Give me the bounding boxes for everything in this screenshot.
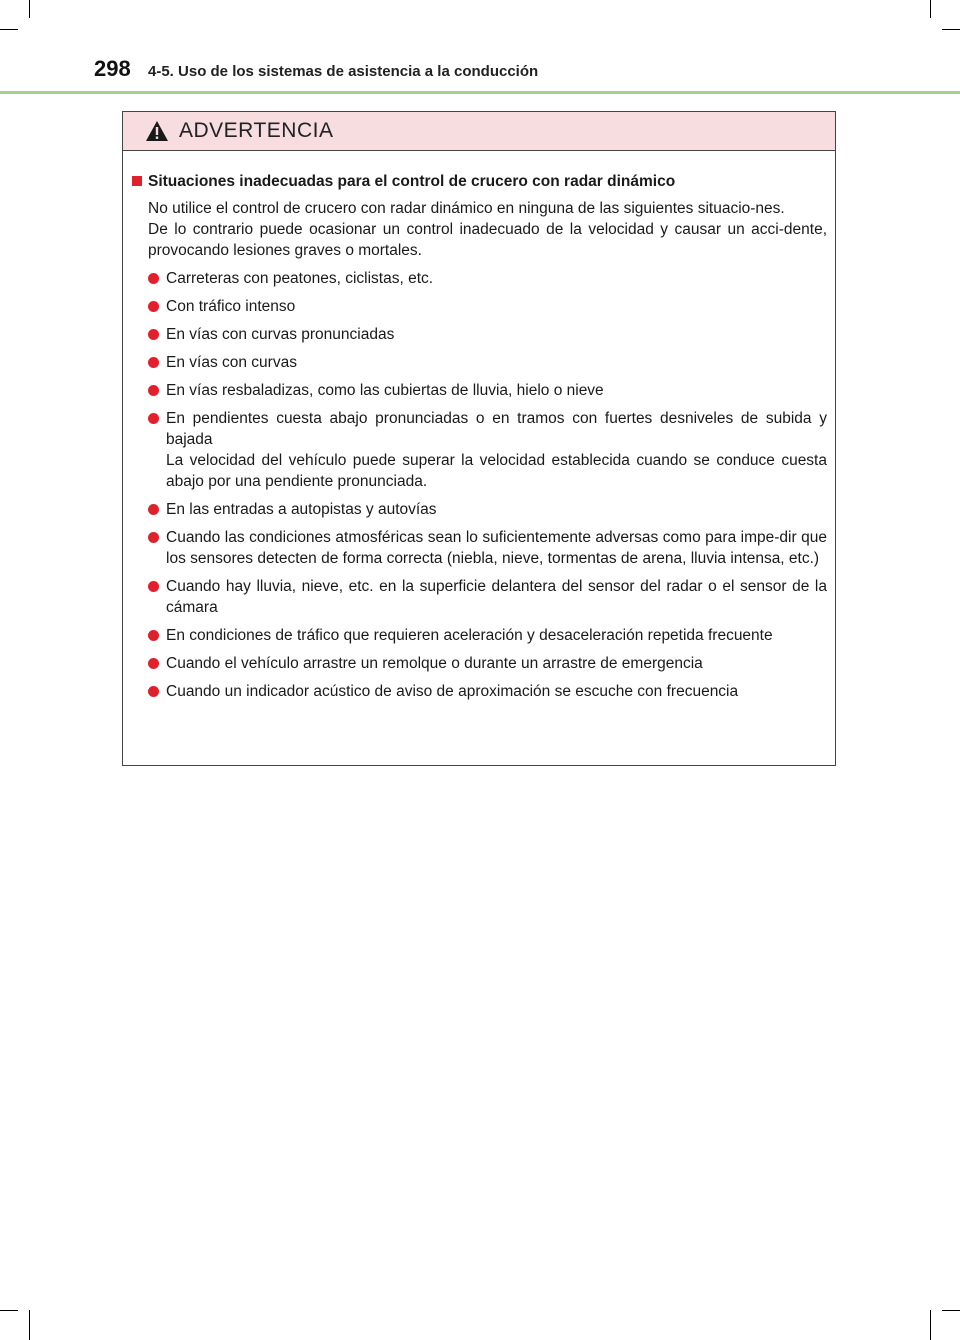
list-item bbox=[131, 380, 827, 401]
list-item bbox=[131, 324, 827, 345]
list-item-main: En pendientes cuesta abajo pronunciadas o en tramos con fuertes desniveles de subida y bajada bbox=[166, 410, 827, 448]
list-item bbox=[131, 296, 827, 317]
crop-mark-bottom-right-v bbox=[930, 1310, 931, 1340]
list-item bbox=[131, 408, 827, 492]
red-dot-icon bbox=[148, 357, 159, 368]
list-item-note: La velocidad del vehículo puede superar la velocidad establecida cuando se conduce cuesta abajo por una pendiente pronunciada. bbox=[166, 452, 827, 490]
red-dot-icon bbox=[148, 329, 159, 340]
warning-intro-line-1: No utilice el control de crucero con radar dinámico en ninguna de las siguientes situacio-nes. bbox=[148, 200, 785, 217]
red-dot-icon bbox=[148, 385, 159, 396]
list-item-text: Carreteras con peatones, ciclistas, etc. bbox=[166, 270, 434, 287]
red-dot-icon bbox=[148, 630, 159, 641]
crop-mark-bottom-right-h bbox=[942, 1310, 960, 1311]
red-dot-icon bbox=[148, 273, 159, 284]
crop-mark-bottom-left-v bbox=[29, 1310, 30, 1340]
list-item-text: Con tráfico intenso bbox=[166, 298, 296, 315]
warning-title: ADVERTENCIA bbox=[179, 119, 334, 142]
red-dot-icon bbox=[148, 686, 159, 697]
warning-triangle-icon bbox=[145, 120, 169, 142]
crop-mark-top-right-h bbox=[942, 29, 960, 30]
crop-mark-top-right-v bbox=[930, 0, 931, 18]
list-item-text: En las entradas a autopistas y autovías bbox=[166, 501, 437, 518]
page-header bbox=[0, 56, 960, 96]
warning-subheading bbox=[131, 171, 827, 192]
red-dot-icon bbox=[148, 504, 159, 515]
red-dot-icon bbox=[148, 301, 159, 312]
warning-body bbox=[123, 151, 835, 702]
list-item bbox=[131, 625, 827, 646]
section-title: 4-5. Uso de los sistemas de asistencia a la conducción bbox=[148, 63, 539, 80]
warning-intro-line-2: De lo contrario puede ocasionar un control inadecuado de la velocidad y causar un acci-dente, provocando lesiones graves o mortales. bbox=[148, 221, 827, 259]
warning-intro bbox=[148, 198, 827, 261]
list-item-text: En vías con curvas bbox=[166, 354, 297, 371]
crop-mark-bottom-left-h bbox=[0, 1310, 18, 1311]
list-item bbox=[131, 352, 827, 373]
crop-mark-top-left-h bbox=[0, 29, 18, 30]
list-item-text bbox=[166, 408, 827, 492]
list-item bbox=[131, 268, 827, 289]
list-item-text: En vías resbaladizas, como las cubiertas de lluvia, hielo o nieve bbox=[166, 382, 604, 399]
list-item-text: En vías con curvas pronunciadas bbox=[166, 326, 395, 343]
red-dot-icon bbox=[148, 658, 159, 669]
red-dot-icon bbox=[148, 413, 159, 424]
header-rule bbox=[0, 91, 960, 94]
warning-subheading-text: Situaciones inadecuadas para el control de crucero con radar dinámico bbox=[148, 173, 676, 190]
list-item-text: Cuando las condiciones atmosféricas sean lo suficientemente adversas como para impe-dir que los sensores detecten de forma correcta (niebla, nieve, tormentas de arena, lluvia intensa, etc.) bbox=[166, 529, 827, 567]
square-bullet-icon bbox=[132, 176, 142, 186]
list-item bbox=[131, 576, 827, 618]
warning-box bbox=[122, 111, 836, 766]
crop-mark-top-left-v bbox=[29, 0, 30, 18]
red-dot-icon bbox=[148, 532, 159, 543]
situation-list bbox=[131, 268, 827, 702]
red-dot-icon bbox=[148, 581, 159, 592]
warning-header bbox=[123, 112, 835, 151]
page-number: 298 bbox=[94, 56, 131, 81]
list-item-text: Cuando hay lluvia, nieve, etc. en la superficie delantera del sensor del radar o el sensor de la cámara bbox=[166, 578, 827, 616]
list-item bbox=[131, 527, 827, 569]
list-item bbox=[131, 681, 827, 702]
list-item-text: Cuando el vehículo arrastre un remolque o durante un arrastre de emergencia bbox=[166, 655, 703, 672]
list-item bbox=[131, 499, 827, 520]
list-item-text: Cuando un indicador acústico de aviso de aproximación se escuche con frecuencia bbox=[166, 683, 739, 700]
list-item-text: En condiciones de tráfico que requieren aceleración y desaceleración repetida frecuente bbox=[166, 627, 773, 644]
list-item bbox=[131, 653, 827, 674]
